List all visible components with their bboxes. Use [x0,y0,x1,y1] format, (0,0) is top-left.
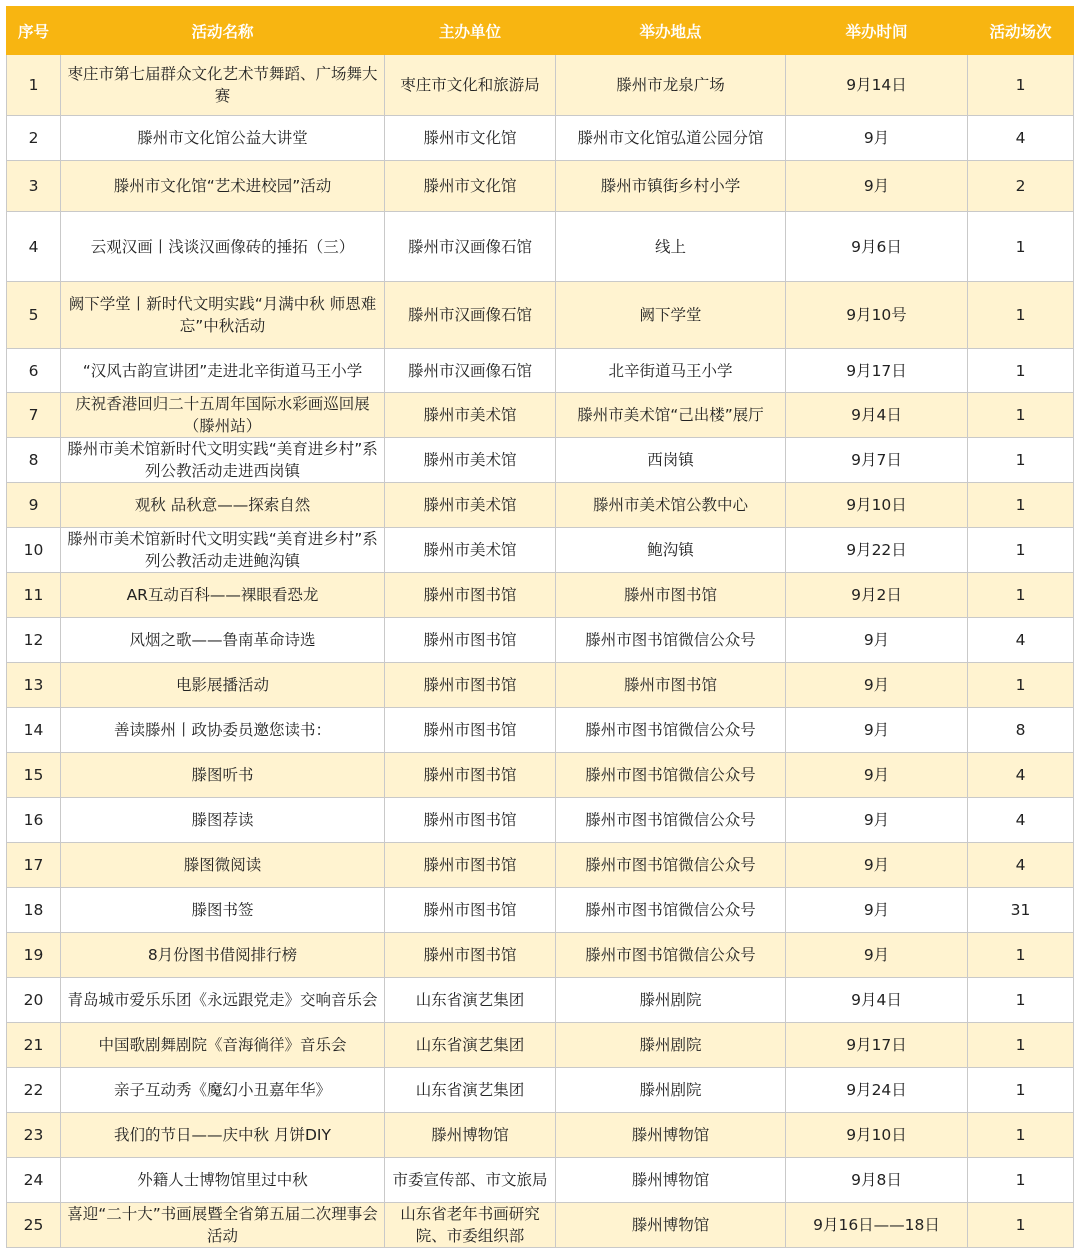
cell-sessions: 31 [968,888,1074,933]
cell-location: 滕州剧院 [556,1068,786,1113]
cell-organizer: 山东省演艺集团 [385,1068,556,1113]
cell-activity-name: 中国歌剧舞剧院《音海徜徉》音乐会 [61,1023,385,1068]
cell-time: 9月7日 [786,438,968,483]
cell-time: 9月17日 [786,349,968,393]
cell-sessions: 1 [968,212,1074,282]
table-row [7,1023,1074,1068]
cell-time: 9月16日——18日 [786,1203,968,1248]
cell-location: 滕州剧院 [556,978,786,1023]
cell-sessions: 4 [968,798,1074,843]
cell-activity-name: 庆祝香港回归二十五周年国际水彩画巡回展（滕州站） [61,393,385,438]
activity-table [6,6,1074,1248]
cell-index: 7 [7,393,61,438]
cell-location: 西岗镇 [556,438,786,483]
cell-organizer: 滕州市文化馆 [385,161,556,212]
cell-activity-name: 我们的节日——庆中秋 月饼DIY [61,1113,385,1158]
table-row [7,438,1074,483]
cell-sessions: 1 [968,1203,1074,1248]
cell-location: 滕州市文化馆弘道公园分馆 [556,116,786,161]
header-activity-name: 活动名称 [61,7,385,55]
cell-organizer: 滕州市图书馆 [385,618,556,663]
cell-location: 滕州市镇街乡村小学 [556,161,786,212]
cell-index: 16 [7,798,61,843]
cell-organizer: 滕州市美术馆 [385,393,556,438]
cell-index: 6 [7,349,61,393]
cell-location: 滕州博物馆 [556,1113,786,1158]
cell-index: 10 [7,528,61,573]
cell-time: 9月 [786,708,968,753]
cell-index: 24 [7,1158,61,1203]
cell-activity-name: “汉风古韵宣讲团”走进北辛街道马王小学 [61,349,385,393]
cell-organizer: 滕州市图书馆 [385,888,556,933]
cell-sessions: 1 [968,483,1074,528]
cell-organizer: 滕州市文化馆 [385,116,556,161]
cell-index: 11 [7,573,61,618]
cell-time: 9月2日 [786,573,968,618]
cell-organizer: 滕州市图书馆 [385,663,556,708]
cell-time: 9月 [786,798,968,843]
cell-organizer: 山东省老年书画研究院、市委组织部 [385,1203,556,1248]
table-row [7,161,1074,212]
cell-sessions: 1 [968,528,1074,573]
cell-sessions: 1 [968,393,1074,438]
cell-sessions: 8 [968,708,1074,753]
cell-organizer: 滕州市美术馆 [385,528,556,573]
cell-location: 滕州市图书馆 [556,663,786,708]
cell-activity-name: 滕州市美术馆新时代文明实践“美育进乡村”系列公教活动走进西岗镇 [61,438,385,483]
cell-sessions: 1 [968,1068,1074,1113]
cell-organizer: 滕州市图书馆 [385,753,556,798]
cell-index: 21 [7,1023,61,1068]
cell-activity-name: 喜迎“二十大”书画展暨全省第五届二次理事会活动 [61,1203,385,1248]
cell-activity-name: 滕州市美术馆新时代文明实践“美育进乡村”系列公教活动走进鲍沟镇 [61,528,385,573]
table-row [7,933,1074,978]
cell-location: 阙下学堂 [556,282,786,349]
table-row [7,753,1074,798]
cell-sessions: 1 [968,933,1074,978]
table-row [7,1068,1074,1113]
cell-organizer: 滕州市图书馆 [385,798,556,843]
cell-activity-name: 风烟之歌——鲁南革命诗选 [61,618,385,663]
cell-activity-name: AR互动百科——裸眼看恐龙 [61,573,385,618]
cell-location: 滕州剧院 [556,1023,786,1068]
cell-organizer: 山东省演艺集团 [385,978,556,1023]
cell-time: 9月6日 [786,212,968,282]
cell-index: 1 [7,55,61,116]
table-row [7,573,1074,618]
cell-activity-name: 电影展播活动 [61,663,385,708]
cell-time: 9月 [786,888,968,933]
cell-organizer: 滕州市美术馆 [385,483,556,528]
cell-organizer: 滕州市图书馆 [385,708,556,753]
header-index: 序号 [7,7,61,55]
cell-location: 滕州市图书馆微信公众号 [556,798,786,843]
cell-activity-name: 滕州市文化馆公益大讲堂 [61,116,385,161]
cell-sessions: 4 [968,618,1074,663]
table-row [7,393,1074,438]
table-header-row [7,7,1074,55]
table-row [7,798,1074,843]
cell-activity-name: 云观汉画丨浅谈汉画像砖的捶拓（三） [61,212,385,282]
cell-activity-name: 枣庄市第七届群众文化艺术节舞蹈、广场舞大赛 [61,55,385,116]
cell-time: 9月17日 [786,1023,968,1068]
table-row [7,888,1074,933]
table-row [7,349,1074,393]
cell-index: 15 [7,753,61,798]
cell-organizer: 滕州市图书馆 [385,843,556,888]
cell-index: 13 [7,663,61,708]
cell-activity-name: 外籍人士博物馆里过中秋 [61,1158,385,1203]
cell-index: 18 [7,888,61,933]
cell-sessions: 1 [968,663,1074,708]
cell-location: 滕州市图书馆微信公众号 [556,888,786,933]
cell-activity-name: 滕图听书 [61,753,385,798]
cell-time: 9月10号 [786,282,968,349]
cell-organizer: 滕州市汉画像石馆 [385,282,556,349]
cell-index: 17 [7,843,61,888]
cell-activity-name: 青岛城市爱乐乐团《永远跟党走》交响音乐会 [61,978,385,1023]
table-row [7,55,1074,116]
cell-index: 14 [7,708,61,753]
cell-index: 22 [7,1068,61,1113]
table-row [7,1203,1074,1248]
cell-organizer: 山东省演艺集团 [385,1023,556,1068]
table-row [7,1158,1074,1203]
header-time: 举办时间 [786,7,968,55]
cell-location: 鲍沟镇 [556,528,786,573]
cell-location: 滕州市美术馆“己出楼”展厅 [556,393,786,438]
cell-time: 9月4日 [786,393,968,438]
cell-time: 9月8日 [786,1158,968,1203]
cell-location: 滕州市图书馆微信公众号 [556,618,786,663]
table-row [7,708,1074,753]
cell-time: 9月 [786,618,968,663]
table-row [7,212,1074,282]
cell-time: 9月 [786,843,968,888]
table-row [7,618,1074,663]
cell-time: 9月10日 [786,1113,968,1158]
cell-index: 12 [7,618,61,663]
cell-organizer: 滕州市汉画像石馆 [385,349,556,393]
cell-time: 9月4日 [786,978,968,1023]
cell-time: 9月 [786,663,968,708]
cell-organizer: 市委宣传部、市文旅局 [385,1158,556,1203]
cell-time: 9月 [786,116,968,161]
table-row [7,528,1074,573]
cell-location: 北辛街道马王小学 [556,349,786,393]
cell-activity-name: 滕图书签 [61,888,385,933]
cell-activity-name: 滕图微阅读 [61,843,385,888]
cell-activity-name: 亲子互动秀《魔幻小丑嘉年华》 [61,1068,385,1113]
cell-sessions: 1 [968,438,1074,483]
cell-index: 2 [7,116,61,161]
cell-location: 滕州市龙泉广场 [556,55,786,116]
cell-activity-name: 滕州市文化馆“艺术进校园”活动 [61,161,385,212]
cell-sessions: 1 [968,349,1074,393]
table-row [7,978,1074,1023]
cell-organizer: 滕州市图书馆 [385,933,556,978]
cell-index: 9 [7,483,61,528]
cell-time: 9月24日 [786,1068,968,1113]
cell-organizer: 滕州市图书馆 [385,573,556,618]
table-row [7,843,1074,888]
cell-sessions: 1 [968,1158,1074,1203]
cell-sessions: 4 [968,843,1074,888]
header-sessions: 活动场次 [968,7,1074,55]
cell-organizer: 枣庄市文化和旅游局 [385,55,556,116]
cell-activity-name: 8月份图书借阅排行榜 [61,933,385,978]
cell-sessions: 1 [968,55,1074,116]
cell-organizer: 滕州博物馆 [385,1113,556,1158]
table-row [7,663,1074,708]
cell-activity-name: 观秋 品秋意——探索自然 [61,483,385,528]
cell-location: 滕州博物馆 [556,1158,786,1203]
cell-sessions: 1 [968,978,1074,1023]
cell-location: 线上 [556,212,786,282]
cell-location: 滕州博物馆 [556,1203,786,1248]
header-organizer: 主办单位 [385,7,556,55]
cell-activity-name: 善读滕州丨政协委员邀您读书： [61,708,385,753]
cell-time: 9月22日 [786,528,968,573]
cell-index: 25 [7,1203,61,1248]
cell-time: 9月 [786,161,968,212]
cell-location: 滕州市图书馆微信公众号 [556,753,786,798]
cell-time: 9月14日 [786,55,968,116]
cell-index: 8 [7,438,61,483]
cell-sessions: 4 [968,753,1074,798]
cell-time: 9月 [786,753,968,798]
table-row [7,1113,1074,1158]
cell-time: 9月 [786,933,968,978]
cell-organizer: 滕州市美术馆 [385,438,556,483]
cell-index: 3 [7,161,61,212]
cell-sessions: 1 [968,1023,1074,1068]
cell-index: 4 [7,212,61,282]
cell-location: 滕州市美术馆公教中心 [556,483,786,528]
cell-index: 20 [7,978,61,1023]
cell-activity-name: 阙下学堂丨新时代文明实践“月满中秋 师恩难忘”中秋活动 [61,282,385,349]
cell-sessions: 4 [968,116,1074,161]
cell-sessions: 1 [968,1113,1074,1158]
cell-time: 9月10日 [786,483,968,528]
cell-sessions: 1 [968,282,1074,349]
cell-sessions: 1 [968,573,1074,618]
cell-location: 滕州市图书馆微信公众号 [556,843,786,888]
table-row [7,282,1074,349]
table-row [7,483,1074,528]
cell-index: 5 [7,282,61,349]
cell-index: 23 [7,1113,61,1158]
table-row [7,116,1074,161]
cell-location: 滕州市图书馆微信公众号 [556,933,786,978]
cell-location: 滕州市图书馆 [556,573,786,618]
header-location: 举办地点 [556,7,786,55]
cell-sessions: 2 [968,161,1074,212]
cell-location: 滕州市图书馆微信公众号 [556,708,786,753]
cell-index: 19 [7,933,61,978]
cell-activity-name: 滕图荐读 [61,798,385,843]
cell-organizer: 滕州市汉画像石馆 [385,212,556,282]
